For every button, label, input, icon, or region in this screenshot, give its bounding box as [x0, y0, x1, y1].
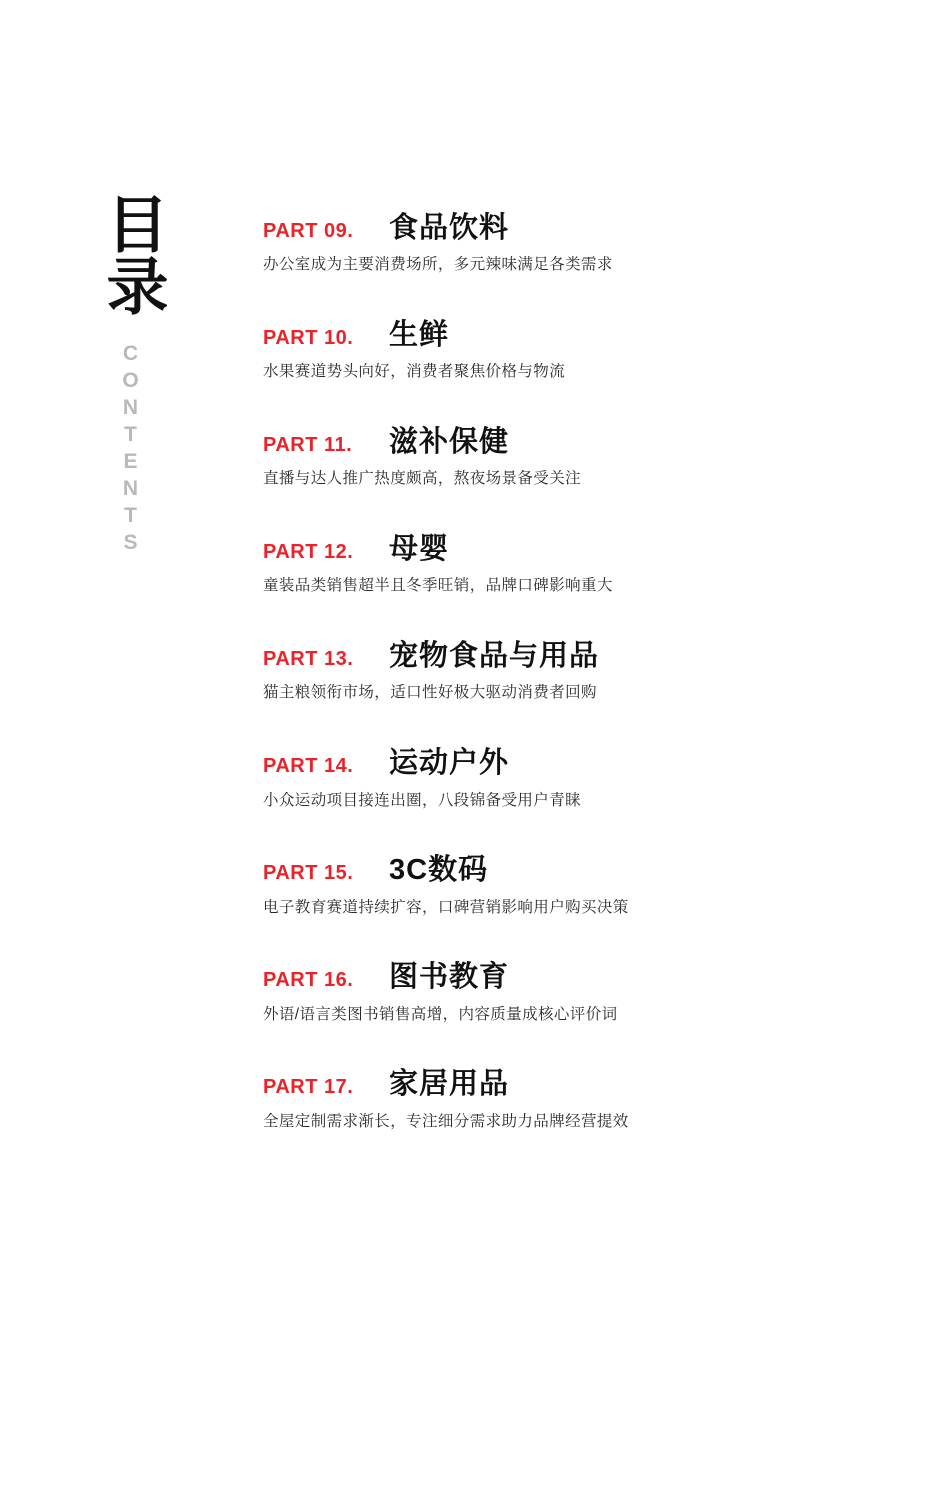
part-description: 猫主粮领衔市场，适口性好极大驱动消费者回购	[263, 684, 597, 702]
page-subtitle: CONTENTS	[119, 342, 142, 558]
list-item[interactable]	[263, 533, 883, 597]
list-item[interactable]	[263, 961, 883, 1025]
part-label: PART 16.	[263, 969, 354, 992]
part-description: 童装品类销售超半且冬季旺销，品牌口碑影响重大	[263, 577, 613, 595]
part-title: 食品饮料	[389, 212, 510, 244]
toc-item-head	[263, 961, 883, 994]
list-item[interactable]	[263, 319, 883, 383]
list-item[interactable]	[263, 640, 883, 704]
toc-item-head	[263, 854, 883, 887]
part-label: PART 13.	[263, 648, 354, 671]
part-title: 运动户外	[389, 747, 510, 780]
part-description: 全屋定制需求渐长，专注细分需求助力品牌经营提效	[263, 1112, 629, 1130]
part-title: 家居用品	[389, 1068, 510, 1101]
toc-item-head	[263, 533, 883, 566]
list-item[interactable]	[263, 747, 883, 811]
list-item[interactable]	[263, 854, 883, 918]
part-label: PART 10.	[263, 327, 354, 350]
part-title: 母婴	[389, 533, 450, 566]
page-title: 目录	[97, 192, 166, 316]
part-label: PART 09.	[263, 220, 354, 242]
part-description: 办公室成为主要消费场所，多元辣味满足各类需求	[263, 256, 613, 274]
part-title: 生鲜	[389, 319, 450, 352]
part-label: PART 12.	[263, 541, 354, 564]
part-title: 图书教育	[389, 961, 510, 994]
toc-item-head	[263, 640, 883, 673]
part-title: 3C数码	[389, 854, 489, 887]
part-label: PART 11.	[263, 434, 353, 457]
part-label: PART 17.	[263, 1076, 354, 1099]
part-description: 电子教育赛道持续扩容，口碑营销影响用户购买决策	[263, 898, 629, 916]
part-description: 直播与达人推广热度颇高，熬夜场景备受关注	[263, 470, 582, 488]
part-label: PART 15.	[263, 862, 354, 885]
toc-item-head	[263, 1068, 883, 1101]
part-title: 宠物食品与用品	[389, 640, 600, 673]
list-item[interactable]	[263, 426, 883, 490]
list-item[interactable]	[263, 212, 883, 276]
part-description: 外语/语言类图书销售高增，内容质量成核心评价词	[263, 1005, 618, 1023]
toc-item-head	[263, 212, 883, 245]
toc-item-head	[263, 319, 883, 352]
toc-item-head	[263, 747, 883, 780]
part-label: PART 14.	[263, 755, 354, 778]
part-description: 小众运动项目接连出圈，八段锦备受用户青睐	[263, 791, 582, 809]
part-title: 滋补保健	[389, 426, 510, 459]
toc-title-block	[96, 192, 206, 558]
toc-item-head	[263, 426, 883, 459]
toc-list	[263, 212, 883, 1132]
list-item[interactable]	[263, 1068, 883, 1132]
part-description: 水果赛道势头向好，消费者聚焦价格与物流	[263, 363, 566, 381]
